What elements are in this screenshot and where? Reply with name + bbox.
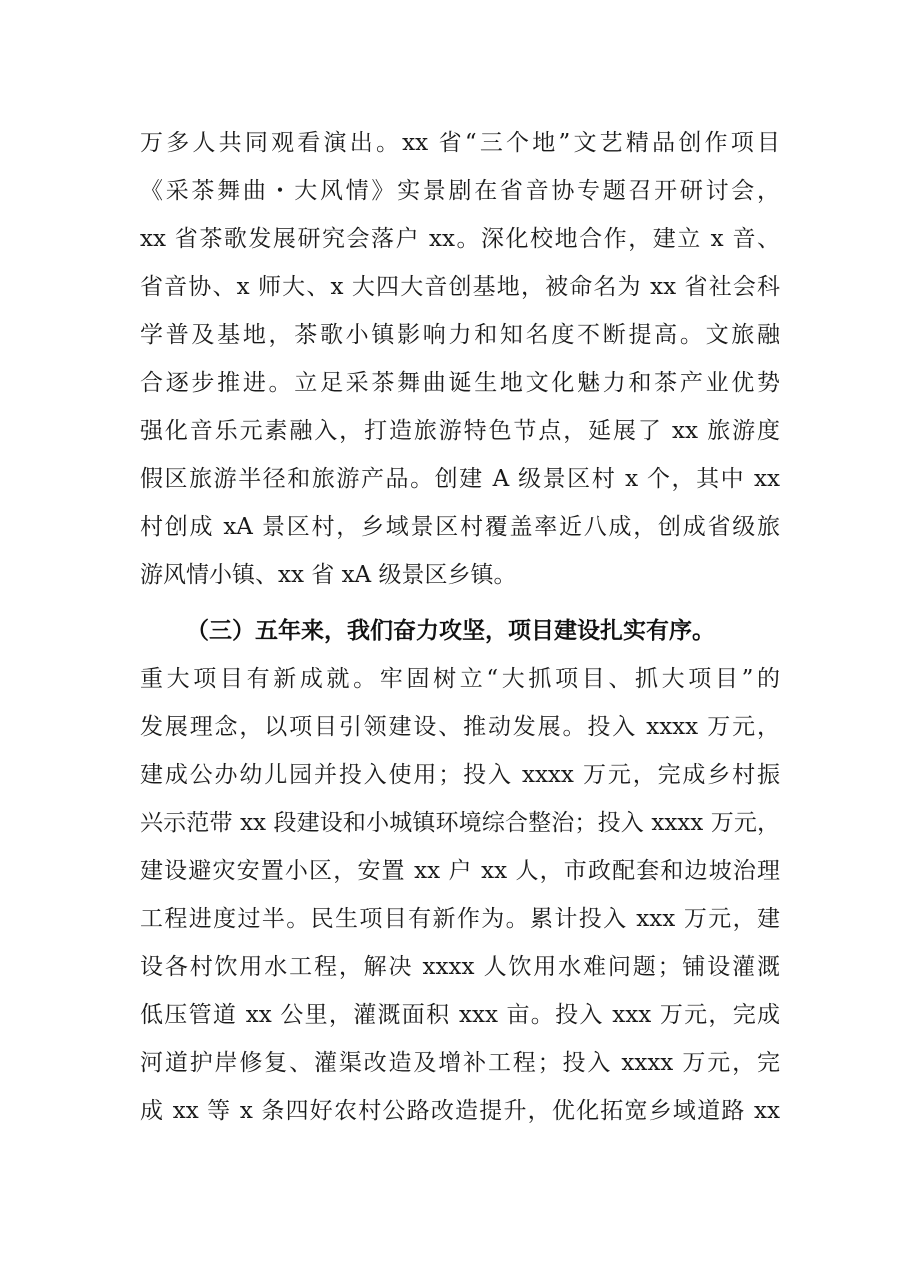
paragraph-line: 工程进度过半。民生项目有新作为。累计投入 xxx 万元，建	[140, 906, 780, 932]
paragraph-line: 万多人共同观看演出。xx 省“三个地”文艺精品创作项目	[140, 130, 780, 156]
paragraph-line: 省音协、x 师大、x 大四大音创基地，被命名为 xx 省社会科	[140, 274, 780, 300]
paragraph-line: 村创成 xA 景区村，乡域景区村覆盖率近八成，创成省级旅	[140, 514, 780, 540]
paragraph-line: 学普及基地，茶歌小镇影响力和知名度不断提高。文旅融	[140, 322, 780, 348]
paragraph-line: xx 省茶歌发展研究会落户 xx。深化校地合作，建立 x 音、	[140, 226, 780, 252]
paragraph-line: 低压管道 xx 公里，灌溉面积 xxx 亩。投入 xxx 万元，完成	[140, 1002, 780, 1028]
paragraph-line: 合逐步推进。立足采茶舞曲诞生地文化魅力和茶产业优势	[140, 370, 780, 396]
paragraph-line: 假区旅游半径和旅游产品。创建 A 级景区村 x 个，其中 xx	[140, 466, 780, 492]
paragraph-line: 建设避灾安置小区，安置 xx 户 xx 人，市政配套和边坡治理	[140, 858, 780, 884]
paragraph-line: 设各村饮用水工程，解决 xxxx 人饮用水难问题；铺设灌溉	[140, 954, 780, 980]
paragraph-line: 重大项目有新成就。牢固树立“大抓项目、抓大项目”的	[140, 666, 780, 692]
paragraph-line: 成 xx 等 x 条四好农村公路改造提升，优化拓宽乡域道路 xx	[140, 1098, 780, 1124]
paragraph-line: 河道护岸修复、灌渠改造及增补工程；投入 xxxx 万元，完	[140, 1050, 780, 1076]
paragraph-line: 建成公办幼儿园并投入使用；投入 xxxx 万元，完成乡村振	[140, 762, 780, 788]
paragraph-line: 发展理念，以项目引领建设、推动发展。投入 xxxx 万元，	[140, 714, 780, 740]
paragraph-line: 游风情小镇、xx 省 xA 级景区乡镇。	[140, 562, 517, 588]
section-heading: （三）五年来，我们奋力攻坚，项目建设扎实有序。	[186, 618, 715, 644]
paragraph-line: 兴示范带 xx 段建设和小城镇环境综合整治；投入 xxxx 万元，	[140, 810, 780, 836]
paragraph-line: 强化音乐元素融入，打造旅游特色节点，延展了 xx 旅游度	[140, 418, 780, 444]
paragraph-line: 《采茶舞曲・大风情》实景剧在省音协专题召开研讨会，	[140, 178, 780, 204]
